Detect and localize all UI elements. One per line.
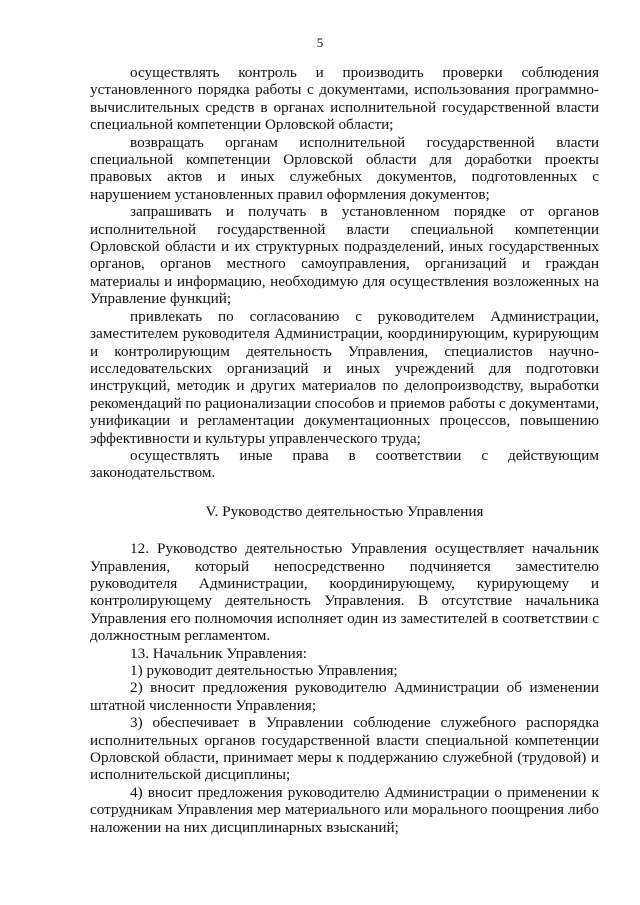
clause-13-item-1: 1) руководит деятельностью Управления; — [130, 662, 398, 679]
rights-paragraph-request: запрашивать и получать в установленном порядке от органов исполнительной государственной власти специальной компетенции Орловской области и их структурных подразделений, иных государственных органов, органов местного самоуправления, организаций и граждан материалы и информацию, необходимую для осуществления возложенных на Управление функций; — [90, 203, 599, 308]
rights-paragraph-control: осуществлять контроль и производить проверки соблюдения установленного порядка работы с документами, использования программно-вычислительных средств в органах исполнительной государственной власти специальной компетенции Орловской области; — [90, 64, 599, 134]
clause-13-title: 13. Начальник Управления: — [130, 644, 307, 662]
clause-13-item-4: 4) вносит предложения руководителю Администрации о применении к сотрудникам Управления мер материального или морального поощрения либо наложении на них дисциплинарных взысканий; — [90, 783, 599, 836]
clause-13-item-2: 2) вносит предложения руководителю Администрации об изменении штатной численности Управления; — [90, 679, 599, 714]
clause-12: 12. Руководство деятельностью Управления осуществляет начальник Управления, который непосредственно подчиняется заместителю руководителя Администрации, координирующему, курирующему и контролирующему деятельность Управления. В отсутствие начальника Управления его полномочия исполняет один из заместителей в соответствии с должностным регламентом. — [90, 540, 599, 645]
section-heading: V. Руководство деятельностью Управления — [205, 502, 484, 520]
page-number: 5 — [316, 35, 324, 50]
rights-paragraph-return: возвращать органам исполнительной государственной власти специальной компетенции Орловской области для доработки проекты правовых актов и иных служебных документов, подготовленных с нарушением установленных правил оформления документов; — [90, 133, 599, 203]
rights-paragraph-involve: привлекать по согласованию с руководителем Администрации, заместителем руководителя Администрации, координирующим, курирующим и контролирующим деятельность Управления, специалистов научно-исследовательских организаций и иных учреждений для подготовки инструкций, методик и других материалов по делопроизводству, выработки рекомендаций по рационализации способов и приемов работы с документами, унификации и регламентации документационных процессов, повышению эффективности и культуры управленческого труда; — [90, 307, 599, 447]
clause-13-item-3: 3) обеспечивает в Управлении соблюдение служебного распорядка исполнительных органов государственной власти специальной компетенции Орловской области, принимает меры к поддержанию служебной (трудовой) и исполнительской дисциплины; — [90, 714, 599, 784]
rights-paragraph-other: осуществлять иные права в соответствии с действующим законодательством. — [90, 446, 599, 482]
document-body — [90, 64, 599, 836]
